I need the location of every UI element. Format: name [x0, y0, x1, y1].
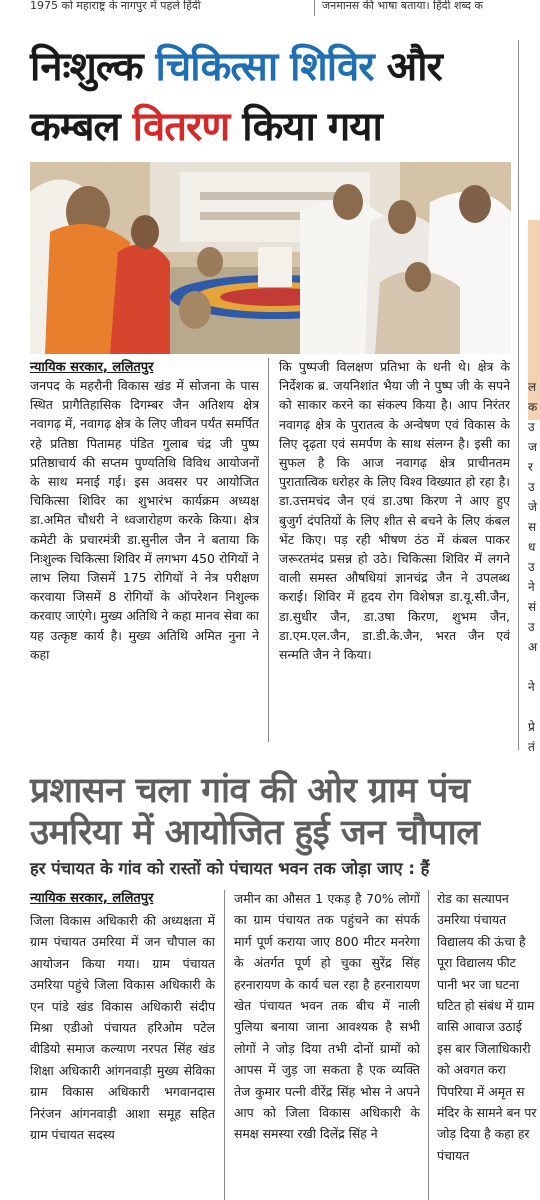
article2-byline: न्यायिक सरकार, ललितपुर [30, 891, 154, 906]
article1-byline: न्यायिक सरकार, ललितपुर [30, 360, 154, 375]
article2-headline-line2: उमरिया में आयोजित हुई जन चौपाल [30, 813, 480, 853]
article1-photo [30, 162, 511, 354]
article1-column-1 [30, 376, 259, 746]
column-divider [428, 890, 429, 1200]
right-edge-char: उ [528, 480, 535, 494]
right-edge-char: क [528, 400, 538, 414]
article2-subheadline: हर पंचायत के गांव को रास्तों को पंचायत भवन तक जोड़ा जाए : हैं [30, 859, 430, 878]
right-edge-fragment [526, 40, 540, 760]
right-edge-char: ज [528, 440, 537, 454]
right-edge-char: ल [528, 380, 537, 394]
article1-column-1-text: जनपद के महरौनी विकास खंड में सोजना के पास स्थित प्रागैतिहासिक दिगम्बर जैन अतिशय क्षेत्र नवागढ़ में, नवागढ़ क्षेत्र के लिए जीवन पर्यंत समर्पित रहे प्रतिष्ठा पितामह पंडित गुलाब चंद्र जी पुष्प प्रतिष्ठाचार्य की सप्तम पुण्यतिथि विविध आयोजनों के साथ मनाई गई। इस अवसर पर आयोजित चिकित्सा शिविर का शुभारंभ कार्यक्रम अध्यक्ष डा.अमित चौधरी ने ध्वजारोहण करके किया। क्षेत्र कमेटी के प्रचारमंत्री डा.सुनील जैन ने बताया कि निःशुल्क चिकित्सा शिविर में लगभग 450 रोगियों ने लाभ लिया जिसमें 175 रोगियों ने नेत्र परीक्षण करवाया जिसमें 8 रोगियों के ऑपरेशन निशुल्क करवाए जाएंगे। मुख्य अतिथि ने कहा मानव सेवा का यह उत्कृष्ट कार्य है। मुख्य अतिथि अमित नुना ने कहा [30, 378, 259, 662]
right-edge-char: जे [528, 500, 537, 514]
top-strip-left: 1975 को महाराष्ट्र के नागपुर में पहले हिंदी [30, 0, 201, 12]
right-edge-char: तं [528, 740, 535, 754]
article2-column-3 [437, 888, 540, 1200]
right-edge-char: र [528, 460, 533, 474]
right-edge-char: उ [528, 620, 535, 634]
right-edge-char: सं [528, 600, 537, 614]
top-strip-right: जनमानस की भाषा बताया। हिंदी शब्द क [322, 0, 483, 12]
right-edge-char: ने [528, 580, 535, 594]
right-edge-char: ध [528, 540, 536, 554]
right-edge-char: ने [528, 680, 535, 694]
article1-headline-line1: निःशुल्क चिकित्सा शिविर और [30, 44, 442, 90]
article2-column-2 [234, 888, 420, 1200]
top-strip-divider [314, 0, 315, 16]
article1-column-2-text: कि पुष्पजी विलक्षण प्रतिभा के धनी थे। क्षेत्र के निर्देशक ब्र. जयनिशांत भैया जी ने पुष्प जी के सपने को साकार करने का संकल्प किया है। आप निरंतर नवागढ़ क्षेत्र के पुरातत्व के अन्वेषण एवं विकास के लिए दृढ़ता एवं समर्पण के साथ संलग्न है। इसी का सुफल है कि आज नवागढ़ क्षेत्र प्राचीनतम पुरातात्विक धरोहर के लिए विश्व विख्यात हो रहा है। डा.उत्तमचंद जैन एवं डा.उषा किरण ने आए हुए बुजुर्ग दंपतियों के लिए शीत से बचने के लिए कंबल भेंट किए। पड़ रही भीषण ठंठ में कंबल पाकर जरूरतमंद प्रसन्न हो उठे। चिकित्सा शिविर में लगने वाली समस्त औषधियां ज्ञानचंद्र जैन ने उपलब्ध कराई। शिविर में हृदय रोग विशेषज्ञ डा.यू.सी.जैन, डा.सुधीर जैन, डा.उषा किरण, शुभम जैन, डा.एम.एल.जैन, डा.डी.के.जैन, भरत जैन एवं सन्मति जैन ने किया। [279, 359, 510, 663]
column-divider [224, 890, 225, 1200]
article2-headline-line1: प्रशासन चला गांव की ओर ग्राम पंच [30, 771, 470, 811]
article2-column-1-text: जिला विकास अधिकारी की अध्यक्षता में ग्राम पंचायत उमरिया में जन चौपाल का आयोजन किया गया। ग्राम पंचायत उमरिया पहुंचे जिला विकास अधिकारी के एन पांडे खंड विकास अधिकारी संदीप मिश्रा एडीओ पंचायत हरिओम पटेल वीडियो समाज कल्याण नरपत सिंह खंड शिक्षा अधिकारी आंगनवाड़ी मुख्य सेविका ग्राम विकास अधिकारी भगवानदास निरंजन आंगनवाड़ी आशा समूह सहित ग्राम पंचायत सदस्य [30, 913, 215, 1143]
article2-column-1 [30, 910, 215, 1200]
column-divider [268, 358, 269, 742]
right-edge-divider [518, 40, 519, 750]
right-edge-char: प्रे [528, 720, 535, 734]
top-strip [0, 0, 540, 16]
article2-column-2-text: जमीन का औसत 1 एकड़ है 70% लोगों का ग्राम पंचायत तक पहुंचने का संपर्क मार्ग पूर्ण कराया जाए 800 मीटर मनरेगा के अंतर्गत पूर्ण हो चुका सुरेंद्र सिंह हरनारायण के कार्य चल रहा है हरनारायण खेत पंचायत भवन तक बीच में नाली पुलिया बनाया जाना आवश्यक है सभी लोगों ने जोड़ दिया तभी दोनों ग्रामों को आपस में जुड़ जा सकता है एक व्यक्ति तेज कुमार पत्नी वीरेंद्र सिंह भोस ने अपने आप को जिला विकास अधिकारी के समक्ष समस्या रखी दिलेंद्र सिंह ने [234, 891, 420, 1142]
article1-headline-line2: कम्बल वितरण किया गया [30, 104, 382, 150]
right-edge-char: अ [528, 640, 538, 654]
right-edge-char: उ [528, 420, 535, 434]
article2-column-3-text: रोड का सत्यापन उमरिया पंचायत विद्यालय की ऊंचा है पूरा विद्यालय फीट पानी भर जा घटना घटित हो संबंध में ग्राम वासि आवाज उठाई इस बार जिलाधिकारी को अवगत करा पिपरिया में अमृत स मंदिर के सामने बन पर जोड़ दिया है कहा हर पंचायत [437, 891, 537, 1163]
article1-column-2 [279, 357, 510, 743]
right-edge-char: स [528, 520, 537, 534]
right-edge-char: उ [528, 560, 535, 574]
